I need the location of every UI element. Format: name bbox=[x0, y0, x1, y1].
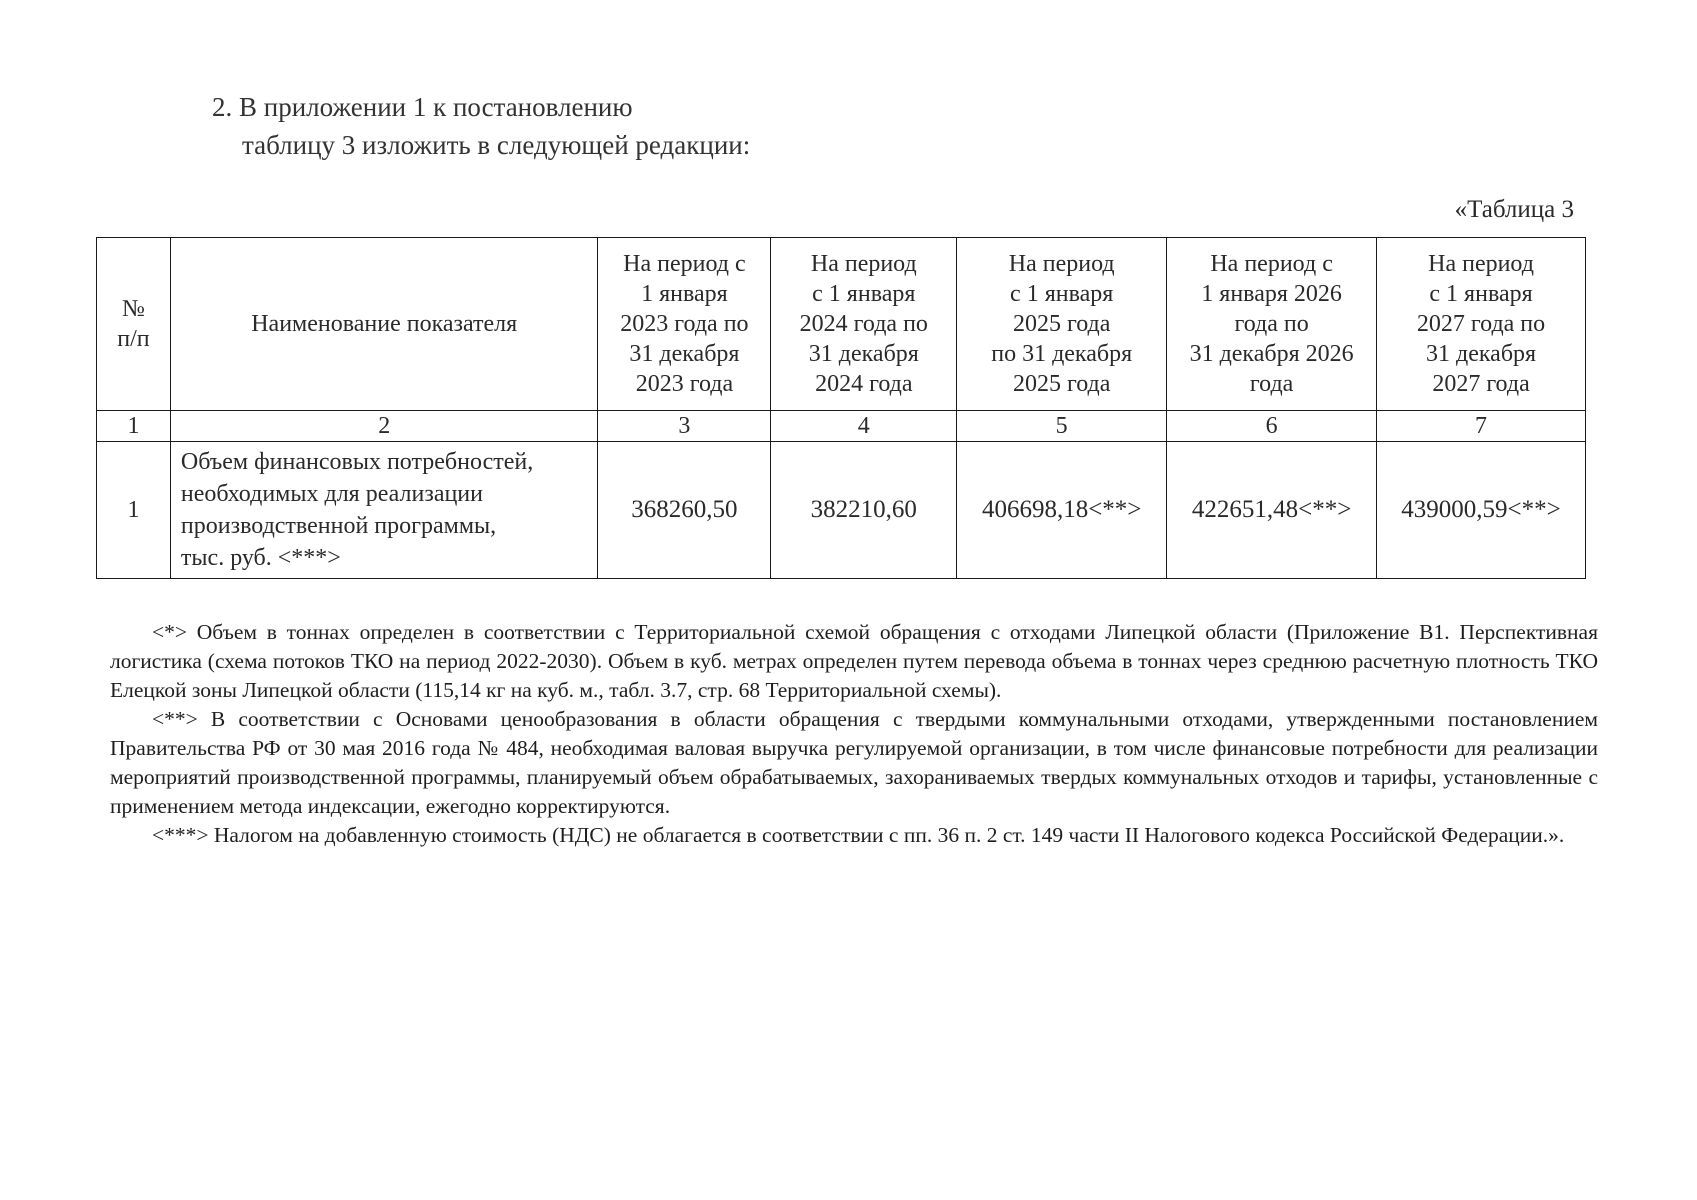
indicator-name: Объем финансовых потребностей, необходимых для реализации производственной программы, тыс. руб. <***> bbox=[170, 442, 598, 579]
row-number: 1 bbox=[97, 442, 171, 579]
header-period-2024: На период с 1 января 2024 года по 31 декабря 2024 года bbox=[771, 238, 957, 411]
header-period-2023: На период с 1 января 2023 года по 31 декабря 2023 года bbox=[598, 238, 771, 411]
column-number-row bbox=[97, 411, 1586, 442]
column-number: 5 bbox=[957, 411, 1167, 442]
footnote-3: <***> Налогом на добавленную стоимость (НДС) не облагается в соответствии с пп. 36 п. 2 ст. 149 части II Налогового кодекса Российской Федерации.». bbox=[152, 823, 1565, 847]
table-header-row bbox=[97, 238, 1586, 411]
heading-line-2: таблицу 3 изложить в следующей редакции: bbox=[242, 130, 751, 160]
footnotes bbox=[110, 618, 1598, 850]
footnote-1: <*> Объем в тоннах определен в соответствии с Территориальной схемой обращения с отходами Липецкой области (Приложение В1. Перспективная логистика (схема потоков ТКО на период 2022-2030). Объем в куб. метрах определен путем перевода объема в тоннах через среднюю расчетную плотность ТКО Елецкой зоны Липецкой области (115,14 кг на куб. м., табл. 3.7, стр. 68 Территориальной схемы). bbox=[110, 620, 1598, 702]
header-period-2026: На период с 1 января 2026 года по 31 декабря 2026 года bbox=[1167, 238, 1377, 411]
value-2026: 422651,48<**> bbox=[1167, 442, 1377, 579]
heading-line-1: 2. В приложении 1 к постановлению bbox=[212, 92, 633, 122]
header-num: № п/п bbox=[97, 238, 171, 411]
value-2025: 406698,18<**> bbox=[957, 442, 1167, 579]
column-number: 3 bbox=[598, 411, 771, 442]
value-2024: 382210,60 bbox=[771, 442, 957, 579]
column-number: 1 bbox=[97, 411, 171, 442]
footnote-2: <**> В соответствии с Основами ценообразования в области обращения с твердыми коммунальными отходами, утвержденными постановлением Правительства РФ от 30 мая 2016 года № 484, необходимая валовая выручка регулируемой организации, в том числе финансовые потребности для реализации мероприятий производственной программы, планируемый объем обрабатываемых, захораниваемых твердых коммунальных отходов и тарифы, установленные с применением метода индексации, ежегодно корректируются. bbox=[110, 707, 1598, 818]
table-row bbox=[97, 442, 1586, 579]
document-heading bbox=[212, 88, 750, 164]
column-number: 6 bbox=[1167, 411, 1377, 442]
header-period-2025: На период с 1 января 2025 года по 31 декабря 2025 года bbox=[957, 238, 1167, 411]
value-2027: 439000,59<**> bbox=[1377, 442, 1586, 579]
value-2023: 368260,50 bbox=[598, 442, 771, 579]
column-number: 7 bbox=[1377, 411, 1586, 442]
header-indicator-name: Наименование показателя bbox=[170, 238, 598, 411]
table-caption: «Таблица 3 bbox=[1454, 196, 1574, 223]
indicators-table bbox=[96, 237, 1586, 579]
column-number: 2 bbox=[170, 411, 598, 442]
header-period-2027: На период с 1 января 2027 года по 31 декабря 2027 года bbox=[1377, 238, 1586, 411]
column-number: 4 bbox=[771, 411, 957, 442]
